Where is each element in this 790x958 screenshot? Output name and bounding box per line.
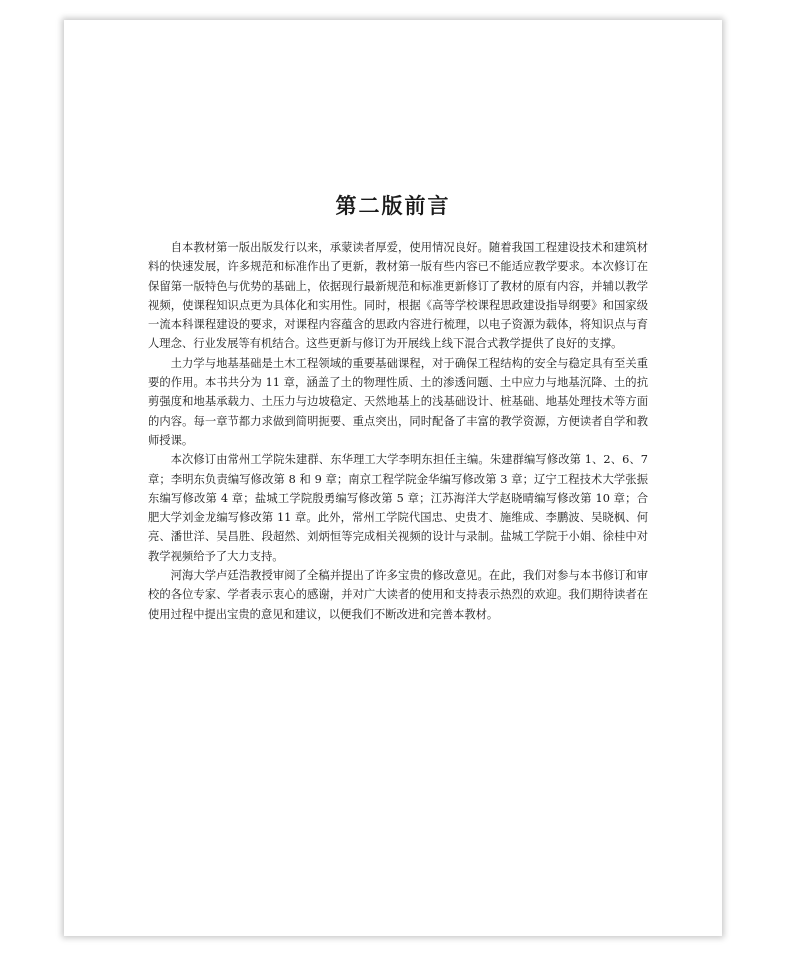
paragraph-1: 自本教材第一版出版发行以来，承蒙读者厚爱，使用情况良好。随着我国工程建设技术和建筑材料的快速发展，许多规范和标准作出了更新，教材第一版有些内容已不能适应教学要求。本次修订在保留第一版特色与优势的基础上，依据现行最新规范和标准更新修订了教材的原有内容，并辅以教学视频，使课程知识点更为具体化和实用性。同时，根据《高等学校课程思政建设指导纲要》和国家级一流本科课程建设的要求，对课程内容蕴含的思政内容进行梳理，以电子资源为载体，将知识点与育人理念、行业发展等有机结合。这些更新与修订为开展线上线下混合式教学提供了良好的支撑。 [148,241,648,351]
document-page [64,20,722,936]
preface-body [148,238,648,624]
page-title: 第二版前言 [335,194,451,218]
paragraph-2: 土力学与地基基础是土木工程领域的重要基础课程，对于确保工程结构的安全与稳定具有至关重要的作用。本书共分为 11 章，涵盖了土的物理性质、土的渗透问题、土中应力与地基沉降、土的抗剪强度和地基承载力、土压力与边坡稳定、天然地基上的浅基础设计、桩基础、地基处理技术等方面的内容。每一章节都力求做到简明扼要、重点突出，同时配备了丰富的教学资源，方便读者自学和教师授课。 [148,356,648,447]
paragraph-4: 河海大学卢廷浩教授审阅了全稿并提出了许多宝贵的修改意见。在此，我们对参与本书修订和审校的各位专家、学者表示衷心的感谢，并对广大读者的使用和支持表示热烈的欢迎。我们期待读者在使用过程中提出宝贵的意见和建议，以便我们不断改进和完善本教材。 [148,569,648,621]
paragraph-3: 本次修订由常州工学院朱建群、东华理工大学李明东担任主编。朱建群编写修改第 1、2、6、7 章；李明东负责编写修改第 8 和 9 章；南京工程学院金华编写修改第 3 章；辽宁工程技术大学张振东编写修改第 4 章；盐城工学院殷勇编写修改第 5 章；江苏海洋大学赵晓晴编写修改第 10 章；合肥大学刘金龙编写修改第 11 章。此外，常州工学院代国忠、史贵才、施维成、李鹏波、吴晓枫、何亮、潘世洋、吴昌胜、段超然、刘炳恒等完成相关视频的设计与录制。盐城工学院于小娟、徐桂中对教学视频给予了大力支持。 [148,453,648,563]
